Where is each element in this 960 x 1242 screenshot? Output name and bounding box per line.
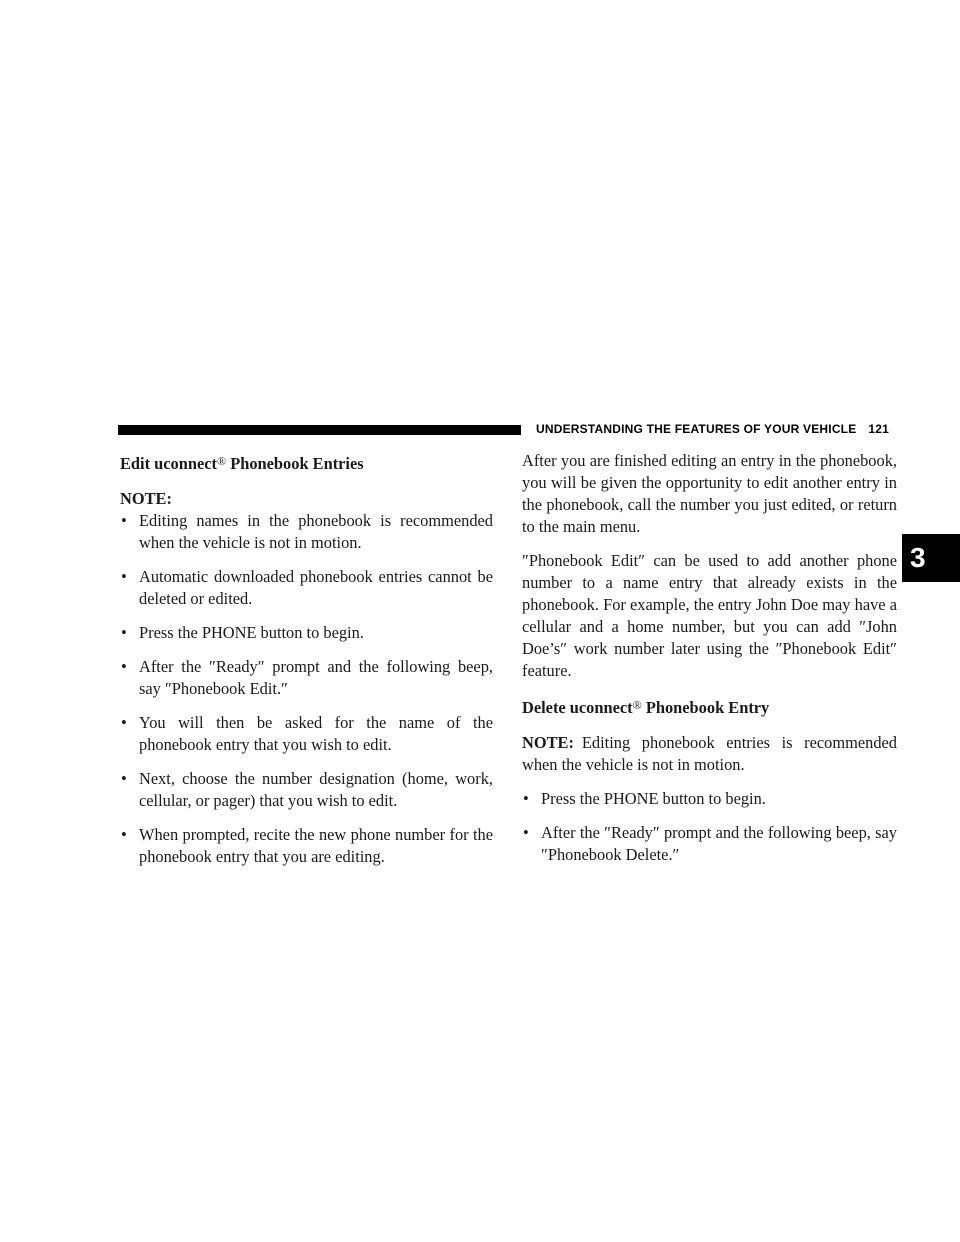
bullet-icon: • bbox=[121, 567, 127, 586]
registered-mark: ® bbox=[632, 698, 642, 712]
edit-note-block bbox=[120, 488, 493, 610]
bullet-icon: • bbox=[121, 657, 127, 676]
bullet-icon: • bbox=[121, 769, 127, 788]
paragraph-phonebook-edit: ″Phonebook Edit″ can be used to add another phone number to a name entry that already exists in the phonebook. For example, the entry John Doe may have a cellular and a home number, but you can add ″John Doe’s″ work number later using the ″Phonebook Edit″ feature. bbox=[522, 551, 897, 680]
delete-steps-list bbox=[522, 788, 897, 866]
list-item: • After the ″Ready″ prompt and the following beep, say ″Phonebook Delete.″ bbox=[523, 823, 897, 864]
list-item: • Press the PHONE button to begin. bbox=[523, 789, 766, 808]
list-item: • Press the PHONE button to begin. bbox=[121, 623, 364, 642]
note-bullet-list bbox=[120, 510, 493, 610]
right-column bbox=[522, 450, 897, 878]
list-item: • When prompted, recite the new phone number for the phonebook entry that you are editing. bbox=[121, 825, 493, 866]
registered-mark: ® bbox=[216, 454, 227, 468]
bullet-icon: • bbox=[523, 789, 529, 808]
edit-section-heading: Edit uconnect® Phonebook Entries bbox=[120, 454, 364, 473]
list-item: • Next, choose the number designation (home, work, cellular, or pager) that you wish to edit. bbox=[121, 769, 493, 810]
bullet-icon: • bbox=[523, 823, 529, 842]
bullet-icon: • bbox=[121, 825, 127, 844]
running-header bbox=[536, 422, 889, 436]
note-label: NOTE: bbox=[522, 733, 574, 752]
list-item: • You will then be asked for the name of the phonebook entry that you wish to edit. bbox=[121, 713, 493, 754]
left-column bbox=[120, 450, 493, 880]
note-label: NOTE: bbox=[120, 489, 172, 508]
header-rule bbox=[118, 425, 521, 435]
list-item: • After the ″Ready″ prompt and the following beep, say ″Phonebook Edit.″ bbox=[121, 657, 493, 698]
edit-steps-list bbox=[120, 622, 493, 868]
chapter-tab: 3 bbox=[902, 534, 960, 582]
bullet-icon: • bbox=[121, 713, 127, 732]
bullet-icon: • bbox=[121, 623, 127, 642]
delete-note: NOTE: Editing phonebook entries is recommended when the vehicle is not in motion. bbox=[522, 733, 897, 774]
paragraph-after-editing: After you are finished editing an entry in the phonebook, you will be given the opportunity to edit another entry in the phonebook, call the number you just edited, or return to the main menu. bbox=[522, 451, 897, 536]
delete-section-heading: Delete uconnect® Phonebook Entry bbox=[522, 698, 770, 717]
page-number: 121 bbox=[868, 422, 890, 436]
header-title: UNDERSTANDING THE FEATURES OF YOUR VEHICLE bbox=[536, 422, 857, 436]
list-item: • Editing names in the phonebook is recommended when the vehicle is not in motion. bbox=[121, 511, 493, 552]
list-item: • Automatic downloaded phonebook entries cannot be deleted or edited. bbox=[121, 567, 493, 608]
bullet-icon: • bbox=[121, 511, 127, 530]
